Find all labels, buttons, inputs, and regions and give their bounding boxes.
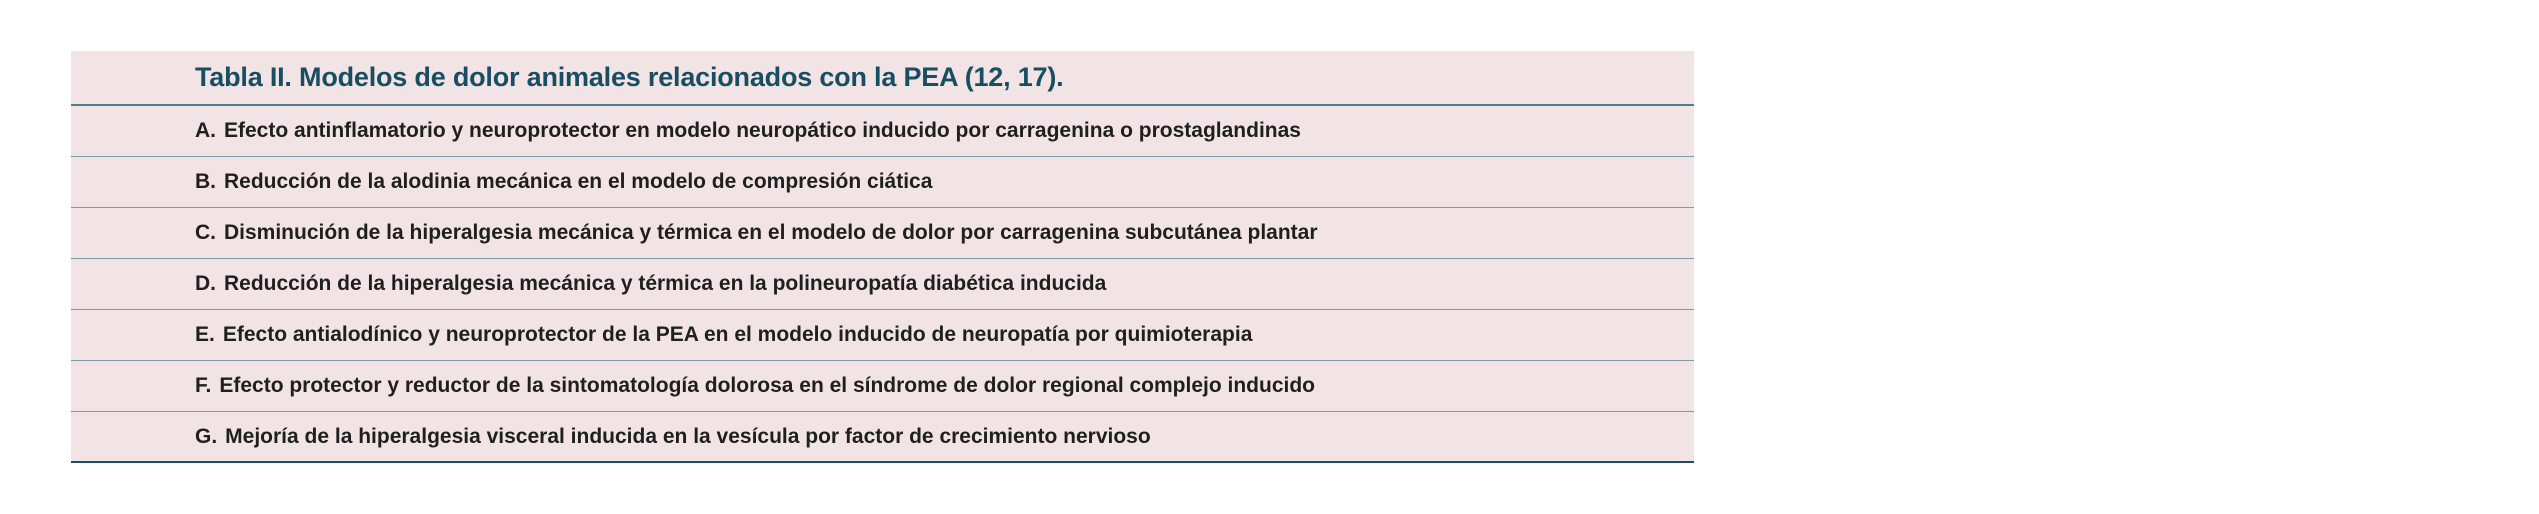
- table-row: [71, 157, 1694, 208]
- row-letter: E.: [195, 323, 215, 346]
- row-text: Reducción de la alodinia mecánica en el modelo de compresión ciática: [224, 170, 933, 193]
- row-text: Efecto antialodínico y neuroprotector de la PEA en el modelo inducido de neuropatía por quimioterapia: [222, 323, 1253, 346]
- table-title: Tabla II. Modelos de dolor animales relacionados con la PEA (12, 17).: [71, 51, 1694, 106]
- row-text: Mejoría de la hiperalgesia visceral inducida en la vesícula por factor de crecimiento nervioso: [225, 424, 1151, 448]
- table-row: [71, 361, 1694, 412]
- row-letter: D.: [195, 272, 216, 295]
- table-row: [71, 310, 1694, 361]
- row-text: Reducción de la hiperalgesia mecánica y térmica en la polineuropatía diabética inducida: [224, 272, 1107, 295]
- row-letter: A.: [195, 119, 216, 142]
- table-row: [71, 412, 1694, 463]
- row-letter: G.: [195, 424, 218, 448]
- row-letter: C.: [195, 221, 216, 244]
- row-letter: F.: [195, 374, 212, 397]
- row-text: Disminución de la hiperalgesia mecánica y térmica en el modelo de dolor por carragenina subcutánea plantar: [224, 221, 1318, 244]
- row-text: Efecto antinflamatorio y neuroprotector en modelo neuropático inducido por carragenina o prostaglandinas: [224, 119, 1301, 142]
- table-ii: [71, 51, 1694, 463]
- row-letter: B.: [195, 170, 216, 193]
- table-row: [71, 208, 1694, 259]
- table-row: [71, 106, 1694, 157]
- row-text: Efecto protector y reductor de la sintomatología dolorosa en el síndrome de dolor regional complejo inducido: [219, 374, 1315, 397]
- table-row: [71, 259, 1694, 310]
